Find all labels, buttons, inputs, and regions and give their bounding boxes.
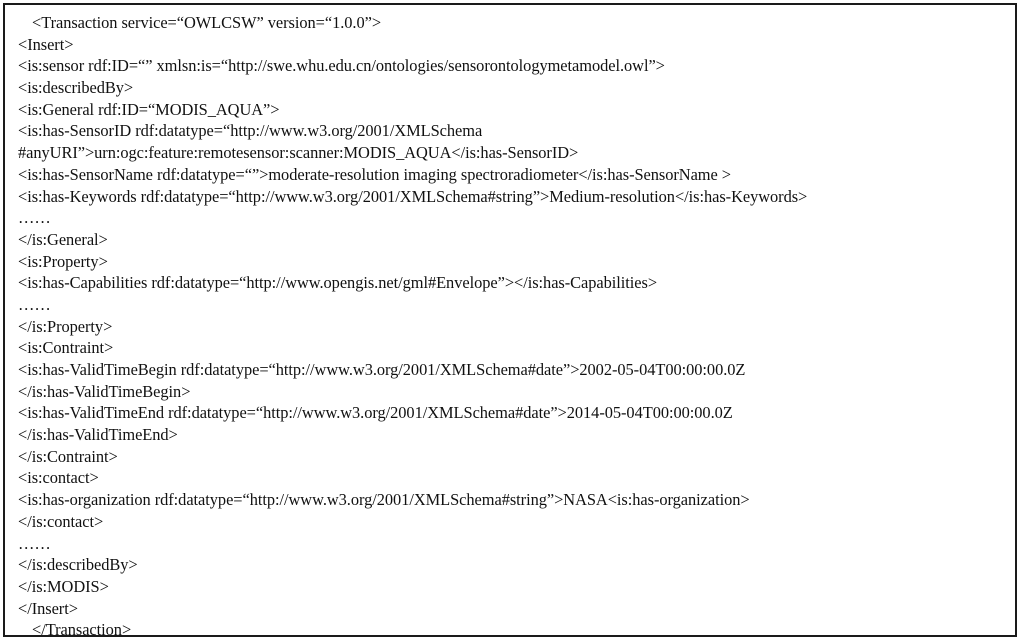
code-line-property-close: </is:Property> [18,316,113,336]
code-line-insert-open: <Insert> [18,34,74,54]
code-line-general-open: <is:General rdf:ID=“MODIS_AQUA”> [18,99,280,119]
code-line-validtimebegin-open: <is:has-ValidTimeBegin rdf:datatype=“http://www.w3.org/2001/XMLSchema#date”>2002-05-04T00:00:00.0Z [18,360,746,379]
code-line-ellipsis: …… [18,294,51,314]
code-line-keywords: <is:has-Keywords rdf:datatype=“http://www.w3.org/2001/XMLSchema#string”>Medium-resolution</is:has-Keywords> [18,186,808,206]
code-line-sensorid-value: #anyURI”>urn:ogc:feature:remotesensor:scanner:MODIS_AQUA</is:has-SensorID> [18,143,579,163]
code-line-sensorid-open: <is:has-SensorID rdf:datatype=“http://www.w3.org/2001/XMLSchema [18,121,483,141]
code-line-sensor-open: <is:sensor rdf:ID=“” xmlsn:is=“http://swe.whu.edu.cn/ontologies/sensorontologymetamodel.owl”> [18,56,665,76]
code-line-validtimebegin-close: </is:has-ValidTimeBegin> [18,381,191,401]
code-line-property-open: <is:Property> [18,251,108,271]
code-line-contraint-open: <is:Contraint> [18,338,114,358]
code-line-ellipsis: …… [18,208,51,228]
code-line-validtimeend-close: </is:has-ValidTimeEnd> [18,425,178,445]
code-listing [18,12,1018,641]
code-line-sensorname: <is:has-SensorName rdf:datatype=“”>moderate-resolution imaging spectroradiometer</is:has-SensorName > [18,164,731,184]
code-line-validtimeend-open: <is:has-ValidTimeEnd rdf:datatype=“http://www.w3.org/2001/XMLSchema#date”>2014-05-04T00:00:00.0Z [18,403,733,423]
code-line-ellipsis: …… [18,533,51,553]
code-line-transaction-open: <Transaction service=“OWLCSW” version=“1.0.0”> [32,13,382,32]
code-line-capabilities: <is:has-Capabilities rdf:datatype=“http://www.opengis.net/gml#Envelope”></is:has-Capabilities> [18,273,658,293]
code-line-modis-close: </is:MODIS> [18,576,109,596]
code-line-contact-close: </is:contact> [18,511,104,531]
code-line-contraint-close: </is:Contraint> [18,446,118,466]
code-line-transaction-close: </Transaction> [32,620,132,640]
code-listing-frame [3,3,1017,640]
code-line-contact-open: <is:contact> [18,468,99,488]
code-line-describedby-close: </is:describedBy> [18,555,138,575]
code-line-insert-close: </Insert> [18,598,78,618]
code-line-organization: <is:has-organization rdf:datatype=“http://www.w3.org/2001/XMLSchema#string”>NASA<is:has-organization> [18,490,750,510]
code-line-general-close: </is:General> [18,229,108,249]
code-line-describedby-open: <is:describedBy> [18,78,134,98]
